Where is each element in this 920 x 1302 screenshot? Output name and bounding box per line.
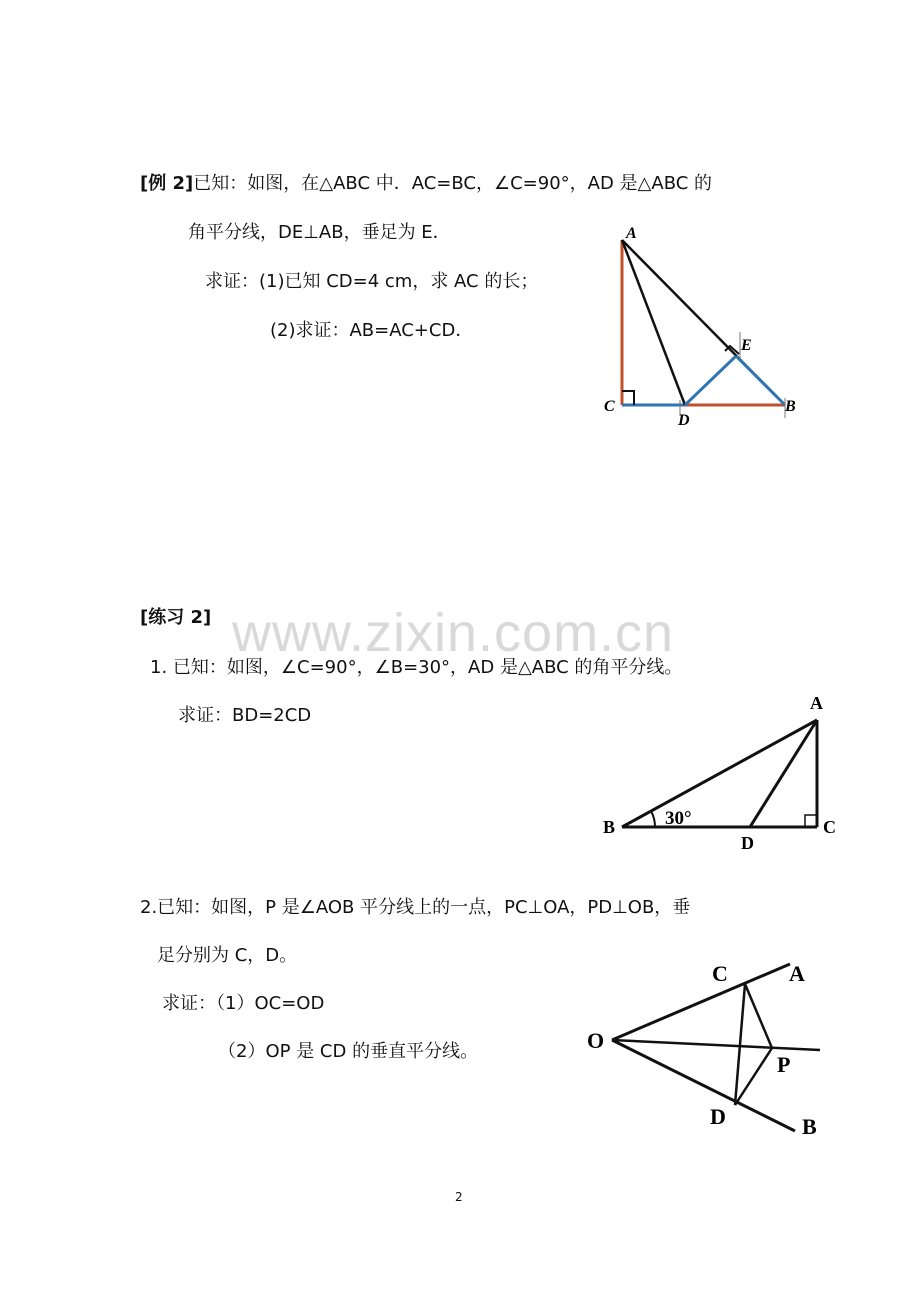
practice2-p2-question2: （2）OP 是 CD 的垂直平分线。 [218,1041,479,1062]
practice2-p2-line1: 2.已知：如图，P 是∠AOB 平分线上的一点，PC⊥OA，PD⊥OB，垂 [140,897,691,918]
label-c: C [712,961,728,986]
ray-op [612,1040,820,1050]
example2-question1: 求证：(1)已知 CD=4 cm，求 AC 的长； [205,271,539,292]
angle-arc-b [651,811,655,827]
example2-line1 [140,172,712,196]
right-angle-mark-c [805,815,817,827]
label-p: P [777,1052,791,1077]
label-a: A [810,693,823,713]
segment-cd [735,984,745,1105]
edge-ad [622,240,685,405]
practice2-heading: [练习 2] [140,607,212,628]
page-number: 2 [455,1190,463,1204]
label-c: C [823,817,836,837]
label-o: O [587,1028,605,1053]
angle-label: 30° [665,808,692,829]
practice2-p1-figure [595,690,855,860]
example2-line2: 角平分线，DE⊥AB，垂足为 E． [188,222,451,243]
practice2-p2-line2: 足分别为 C，D。 [157,945,298,966]
edge-de [685,356,736,405]
example2-line1-text: 已知：如图，在△ABC 中．AC=BC，∠C=90°，AD 是△ABC 的 [193,173,713,194]
segment-pd [735,1048,772,1105]
practice2-p2-figure [580,955,840,1145]
label-c: C [604,398,615,415]
practice2-p1-line2: 求证：BD=2CD [178,705,312,726]
practice2-p2-question1: 求证：（1）OC=OD [162,993,325,1014]
label-d: D [710,1104,726,1129]
label-e: E [741,337,752,354]
label-b: B [603,817,616,837]
practice2-p1-line1: 1. 已知：如图，∠C=90°，∠B=30°，AD 是△ABC 的角平分线。 [150,657,683,678]
label-b: B [785,398,796,415]
example2-question2: (2)求证：AB=AC+CD． [270,320,474,341]
label-a: A [789,961,805,986]
label-d: D [678,412,690,429]
segment-pc [745,984,772,1048]
example2-tag: [例 2] [140,173,194,194]
edge-ad [750,720,817,827]
label-a: A [626,225,637,242]
label-d: D [741,833,754,853]
edge-eb [736,356,785,405]
watermark: www.zixin.com.cn [232,603,675,663]
example2-figure [600,220,820,435]
label-b: B [802,1114,817,1139]
right-angle-mark-c [622,391,634,405]
